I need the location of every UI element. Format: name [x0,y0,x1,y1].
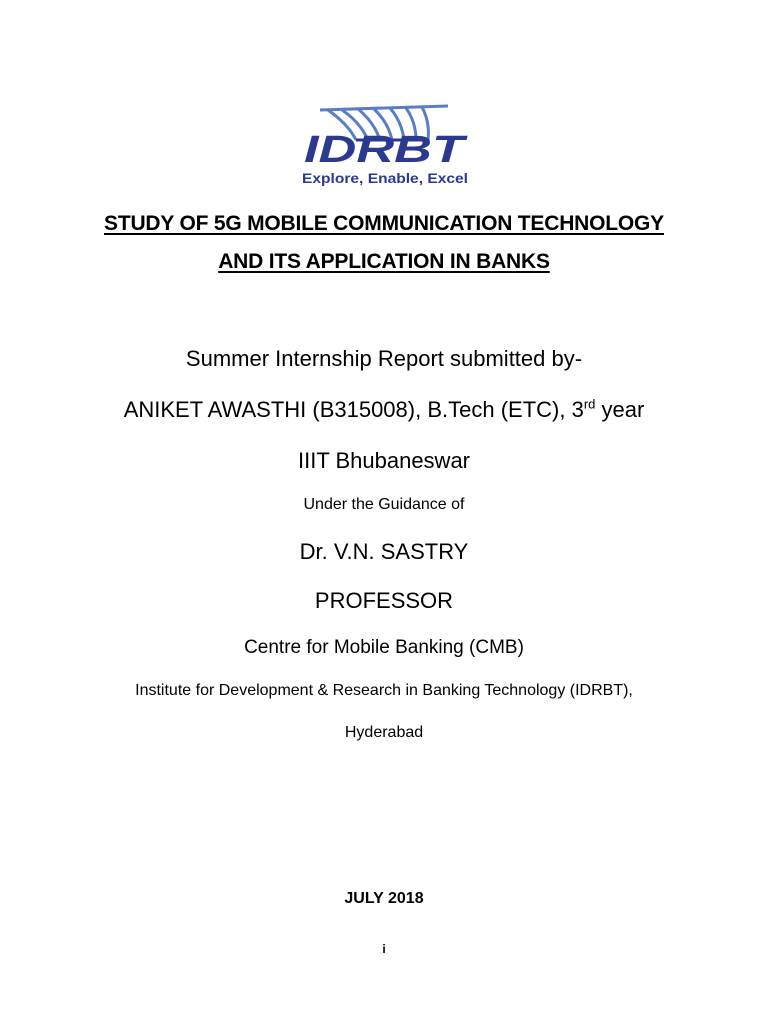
report-title-line-1: STUDY OF 5G MOBILE COMMUNICATION TECHNOLOGY [104,212,664,235]
author-line [0,397,768,423]
page-number: i [382,942,386,956]
institute-name: IIIT Bhubaneswar [297,448,471,473]
guidance-text: Under the Guidance of [303,496,465,513]
guide-name: Dr. V.N. SASTRY [299,539,469,564]
logo-tagline: Explore, Enable, Excel [302,170,468,186]
organization-line-2: Hyderabad [344,724,424,741]
report-date: JULY 2018 [344,890,424,907]
report-title-line-2: AND ITS APPLICATION IN BANKS [218,250,550,273]
guide-title: PROFESSOR [314,588,454,613]
centre-name: Centre for Mobile Banking (CMB) [244,637,524,658]
logo-wordmark: IDRBT [304,129,468,171]
submitted-by-text: Summer Internship Report submitted by- [185,346,583,371]
organization-line-1: Institute for Development & Research in Banking Technology (IDRBT), [135,682,633,699]
author-text: ANIKET AWASTHI (B315008), B.Tech (ETC), 3 [123,397,584,422]
ordinal-suffix: rd [583,396,596,412]
year-text: year [595,397,645,422]
idrbt-logo [298,102,470,188]
